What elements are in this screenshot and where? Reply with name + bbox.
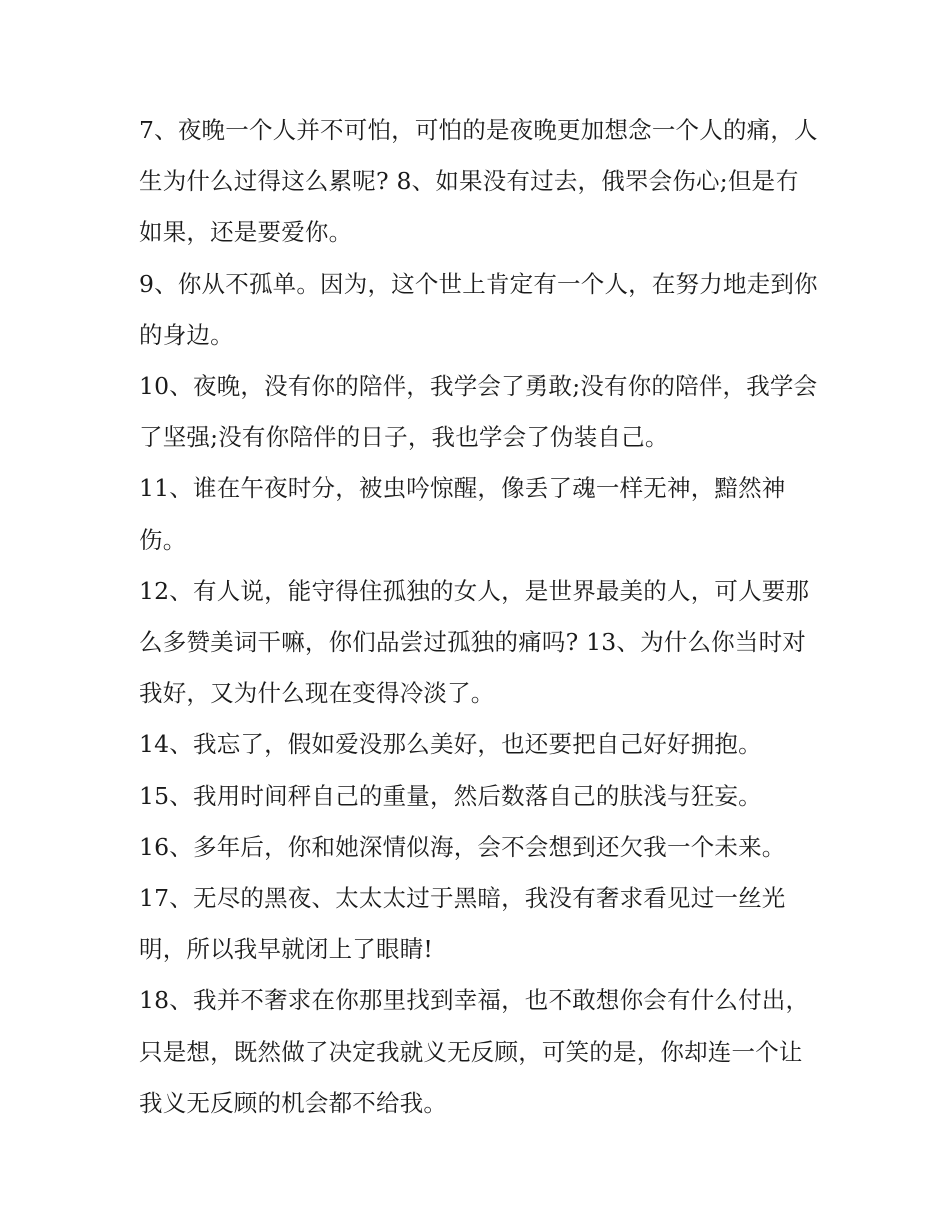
document-body bbox=[139, 105, 819, 1129]
paragraph-17: 17、无尽的黑夜、太太太过于黑暗，我没有奢求看见过一丝光明，所以我早就闭上了眼睛! bbox=[139, 884, 786, 964]
paragraph-14: 14、我忘了，假如爱没那么美好，也还要把自己好好拥抱。 bbox=[139, 730, 762, 759]
paragraph-15: 15、我用时间秤自己的重量，然后数落自己的肤浅与狂妄。 bbox=[139, 781, 762, 810]
paragraph-18: 18、我并不奢求在你那里找到幸福，也不敢想你会有什么付出，只是想，既然做了决定我就义无反顾，可笑的是，你却连一个让我义无反顾的机会都不给我。 bbox=[139, 986, 810, 1117]
paragraph-10: 10、夜晚，没有你的陪伴，我学会了勇敢;没有你的陪伴，我学会了坚强;没有你陪伴的日子，我也学会了伪装自己。 bbox=[139, 372, 818, 452]
paragraph-16: 16、多年后，你和她深情似海，会不会想到还欠我一个未来。 bbox=[139, 832, 786, 861]
paragraph-7-8: 7、夜晚一个人并不可怕，可怕的是夜晚更加想念一个人的痛，人生为什么过得这么累呢? 8、如果没有过去，俄罘会伤心;但是冇如果，还是要爱你。 bbox=[139, 116, 818, 247]
paragraph-9: 9、你从不孤单。因为，这个世上肯定有一个人，在努力地走到你的身边。 bbox=[139, 269, 818, 349]
paragraph-12-13: 12、有人说，能守得住孤独的女人，是世界最美的人，可人要那么多赞美词干嘛，你们品尝过孤独的痛吗? 13、为什么你当时对我好，又为什么现在变得冷淡了。 bbox=[139, 576, 810, 708]
paragraph-11: 11、谁在午夜时分，被虫吟惊醒，像丢了魂一样无神，黯然神伤。 bbox=[139, 474, 786, 554]
